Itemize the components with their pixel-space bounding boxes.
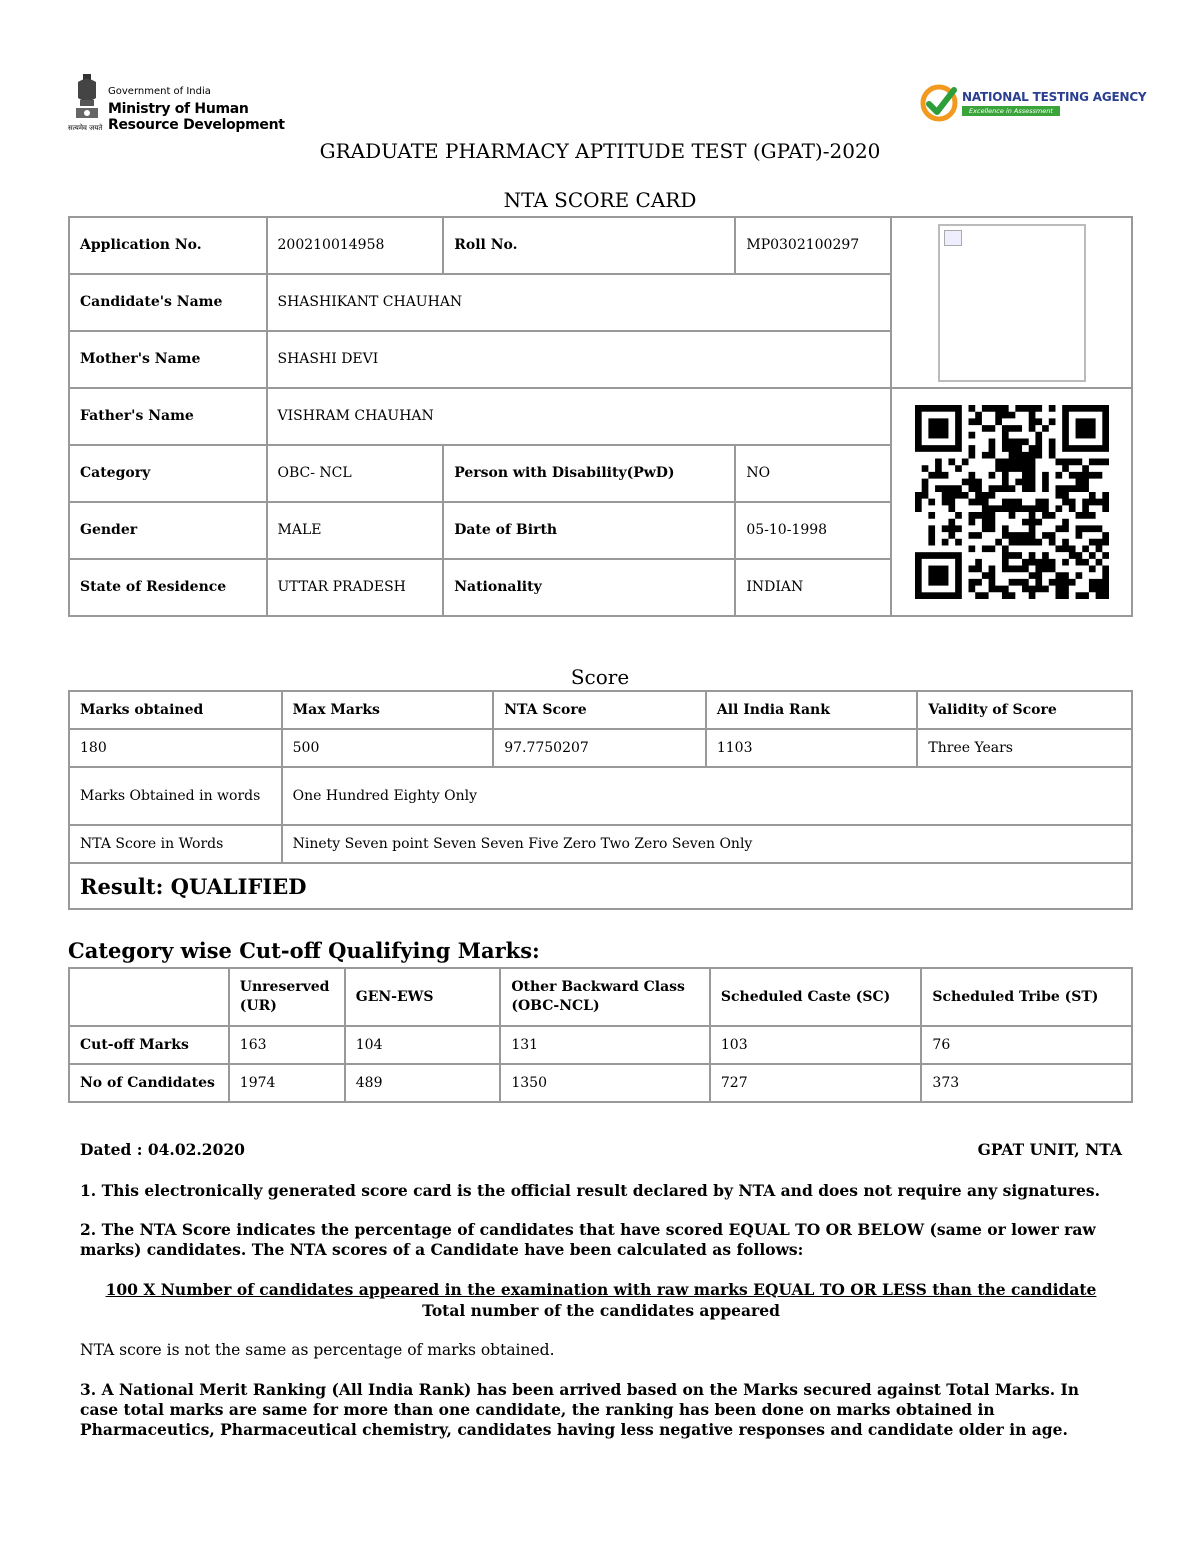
nta-score-value: 97.7750207 <box>493 729 706 767</box>
max-marks-value: 500 <box>282 729 494 767</box>
cutoff-cell: 131 <box>500 1026 710 1064</box>
cutoff-title: Category wise Cut-off Qualifying Marks: <box>68 938 540 963</box>
roll-no-label: Roll No. <box>443 217 735 274</box>
score-header: Validity of Score <box>917 691 1132 729</box>
formula <box>80 1279 1122 1321</box>
formula-numerator: 100 X Number of candidates appeared in the examination with raw marks EQUAL TO OR LESS than the candidate <box>105 1280 1097 1299</box>
pwd-value: NO <box>735 445 891 502</box>
cutoff-cell: 373 <box>921 1064 1132 1102</box>
emblem-motto: सत्यमेव जयते <box>68 124 103 132</box>
marks-words-value: One Hundred Eighty Only <box>282 767 1132 825</box>
page-subtitle: NTA SCORE CARD <box>503 188 697 212</box>
table-row <box>69 1026 1132 1064</box>
state-value: UTTAR PRADESH <box>267 559 444 616</box>
agency-name: NATIONAL TESTING AGENCY <box>962 90 1147 104</box>
dated-line <box>80 1140 1122 1160</box>
category-value: OBC- NCL <box>267 445 444 502</box>
dated: Dated : 04.02.2020 <box>80 1140 245 1159</box>
qr-cell <box>891 388 1132 616</box>
score-header: Marks obtained <box>69 691 282 729</box>
formula-denominator: Total number of the candidates appeared <box>422 1301 780 1320</box>
broken-image-icon <box>944 230 962 246</box>
cutoff-cell: 489 <box>345 1064 501 1102</box>
cutoff-header: Other Backward Class (OBC-NCL) <box>500 968 710 1026</box>
validity-value: Three Years <box>917 729 1132 767</box>
issuing-unit: GPAT UNIT, NTA <box>977 1140 1122 1159</box>
nationality-label: Nationality <box>443 559 735 616</box>
marks-words-label: Marks Obtained in words <box>69 767 282 825</box>
ministry-label: Ministry of Human Resource Development <box>108 101 285 133</box>
agency-tagline: Excellence in Assessment <box>962 106 1060 116</box>
note-2: 2. The NTA Score indicates the percentage of candidates that have scored EQUAL TO OR BELOW (same or lower raw marks) candidates. The NTA scores of a Candidate have been calculated as follows: <box>80 1220 1096 1259</box>
page-title: GRADUATE PHARMACY APTITUDE TEST (GPAT)-2020 <box>319 139 881 163</box>
score-header: All India Rank <box>706 691 918 729</box>
marks-obtained-value: 180 <box>69 729 282 767</box>
result-status: Result: QUALIFIED <box>69 863 1132 909</box>
name-label: Candidate's Name <box>69 274 267 331</box>
application-no-value: 200210014958 <box>267 217 444 274</box>
cutoff-cell: 104 <box>345 1026 501 1064</box>
cutoff-table <box>68 967 1133 1103</box>
score-header: NTA Score <box>493 691 706 729</box>
roll-no-value: MP0302100297 <box>735 217 891 274</box>
photo-cell <box>891 217 1132 388</box>
cutoff-cell: 103 <box>710 1026 922 1064</box>
nationality-value: INDIAN <box>735 559 891 616</box>
dob-label: Date of Birth <box>443 502 735 559</box>
score-title: Score <box>570 665 630 689</box>
cutoff-cell: 163 <box>229 1026 345 1064</box>
cutoff-cell: 1350 <box>500 1064 710 1102</box>
state-label: State of Residence <box>69 559 267 616</box>
cutoff-corner <box>69 968 229 1026</box>
mother-value: SHASHI DEVI <box>267 331 892 388</box>
checkmark-logo-icon <box>920 84 958 122</box>
name-value: SHASHIKANT CHAUHAN <box>267 274 892 331</box>
note-plain: NTA score is not the same as percentage of marks obtained. <box>80 1341 555 1359</box>
national-emblem-icon <box>72 72 102 132</box>
ministry-logo <box>68 72 288 134</box>
qr-code-icon <box>915 405 1109 599</box>
application-no-label: Application No. <box>69 217 267 274</box>
nta-words-value: Ninety Seven point Seven Seven Five Zero Two Zero Seven Only <box>282 825 1132 863</box>
gender-value: MALE <box>267 502 444 559</box>
row-label: Cut-off Marks <box>69 1026 229 1064</box>
note-1: 1. This electronically generated score card is the official result declared by NTA and does not require any signatures. <box>80 1181 1101 1200</box>
candidate-info-table <box>68 216 1133 617</box>
candidate-photo <box>938 224 1086 382</box>
cutoff-cell: 76 <box>921 1026 1132 1064</box>
cutoff-header: Scheduled Caste (SC) <box>710 968 922 1026</box>
dob-value: 05-10-1998 <box>735 502 891 559</box>
cutoff-header: Scheduled Tribe (ST) <box>921 968 1132 1026</box>
government-label: Government of India <box>108 86 211 97</box>
nta-words-label: NTA Score in Words <box>69 825 282 863</box>
cutoff-cell: 727 <box>710 1064 922 1102</box>
nta-logo <box>918 82 1147 124</box>
score-table <box>68 690 1133 910</box>
all-india-rank-value: 1103 <box>706 729 918 767</box>
gender-label: Gender <box>69 502 267 559</box>
cutoff-header: Unreserved (UR) <box>229 968 345 1026</box>
mother-label: Mother's Name <box>69 331 267 388</box>
table-row <box>69 1064 1132 1102</box>
pwd-label: Person with Disability(PwD) <box>443 445 735 502</box>
father-value: VISHRAM CHAUHAN <box>267 388 892 445</box>
note-3: 3. A National Merit Ranking (All India Rank) has been arrived based on the Marks secured against Total Marks. In case total marks are same for more than one candidate, the ranking has been done on marks obtained in Pharmaceutics, Pharmaceutical chemistry, candidates having less negative responses and candidate older in age. <box>80 1380 1080 1439</box>
cutoff-header: GEN-EWS <box>345 968 501 1026</box>
cutoff-cell: 1974 <box>229 1064 345 1102</box>
row-label: No of Candidates <box>69 1064 229 1102</box>
category-label: Category <box>69 445 267 502</box>
score-header: Max Marks <box>282 691 494 729</box>
father-label: Father's Name <box>69 388 267 445</box>
